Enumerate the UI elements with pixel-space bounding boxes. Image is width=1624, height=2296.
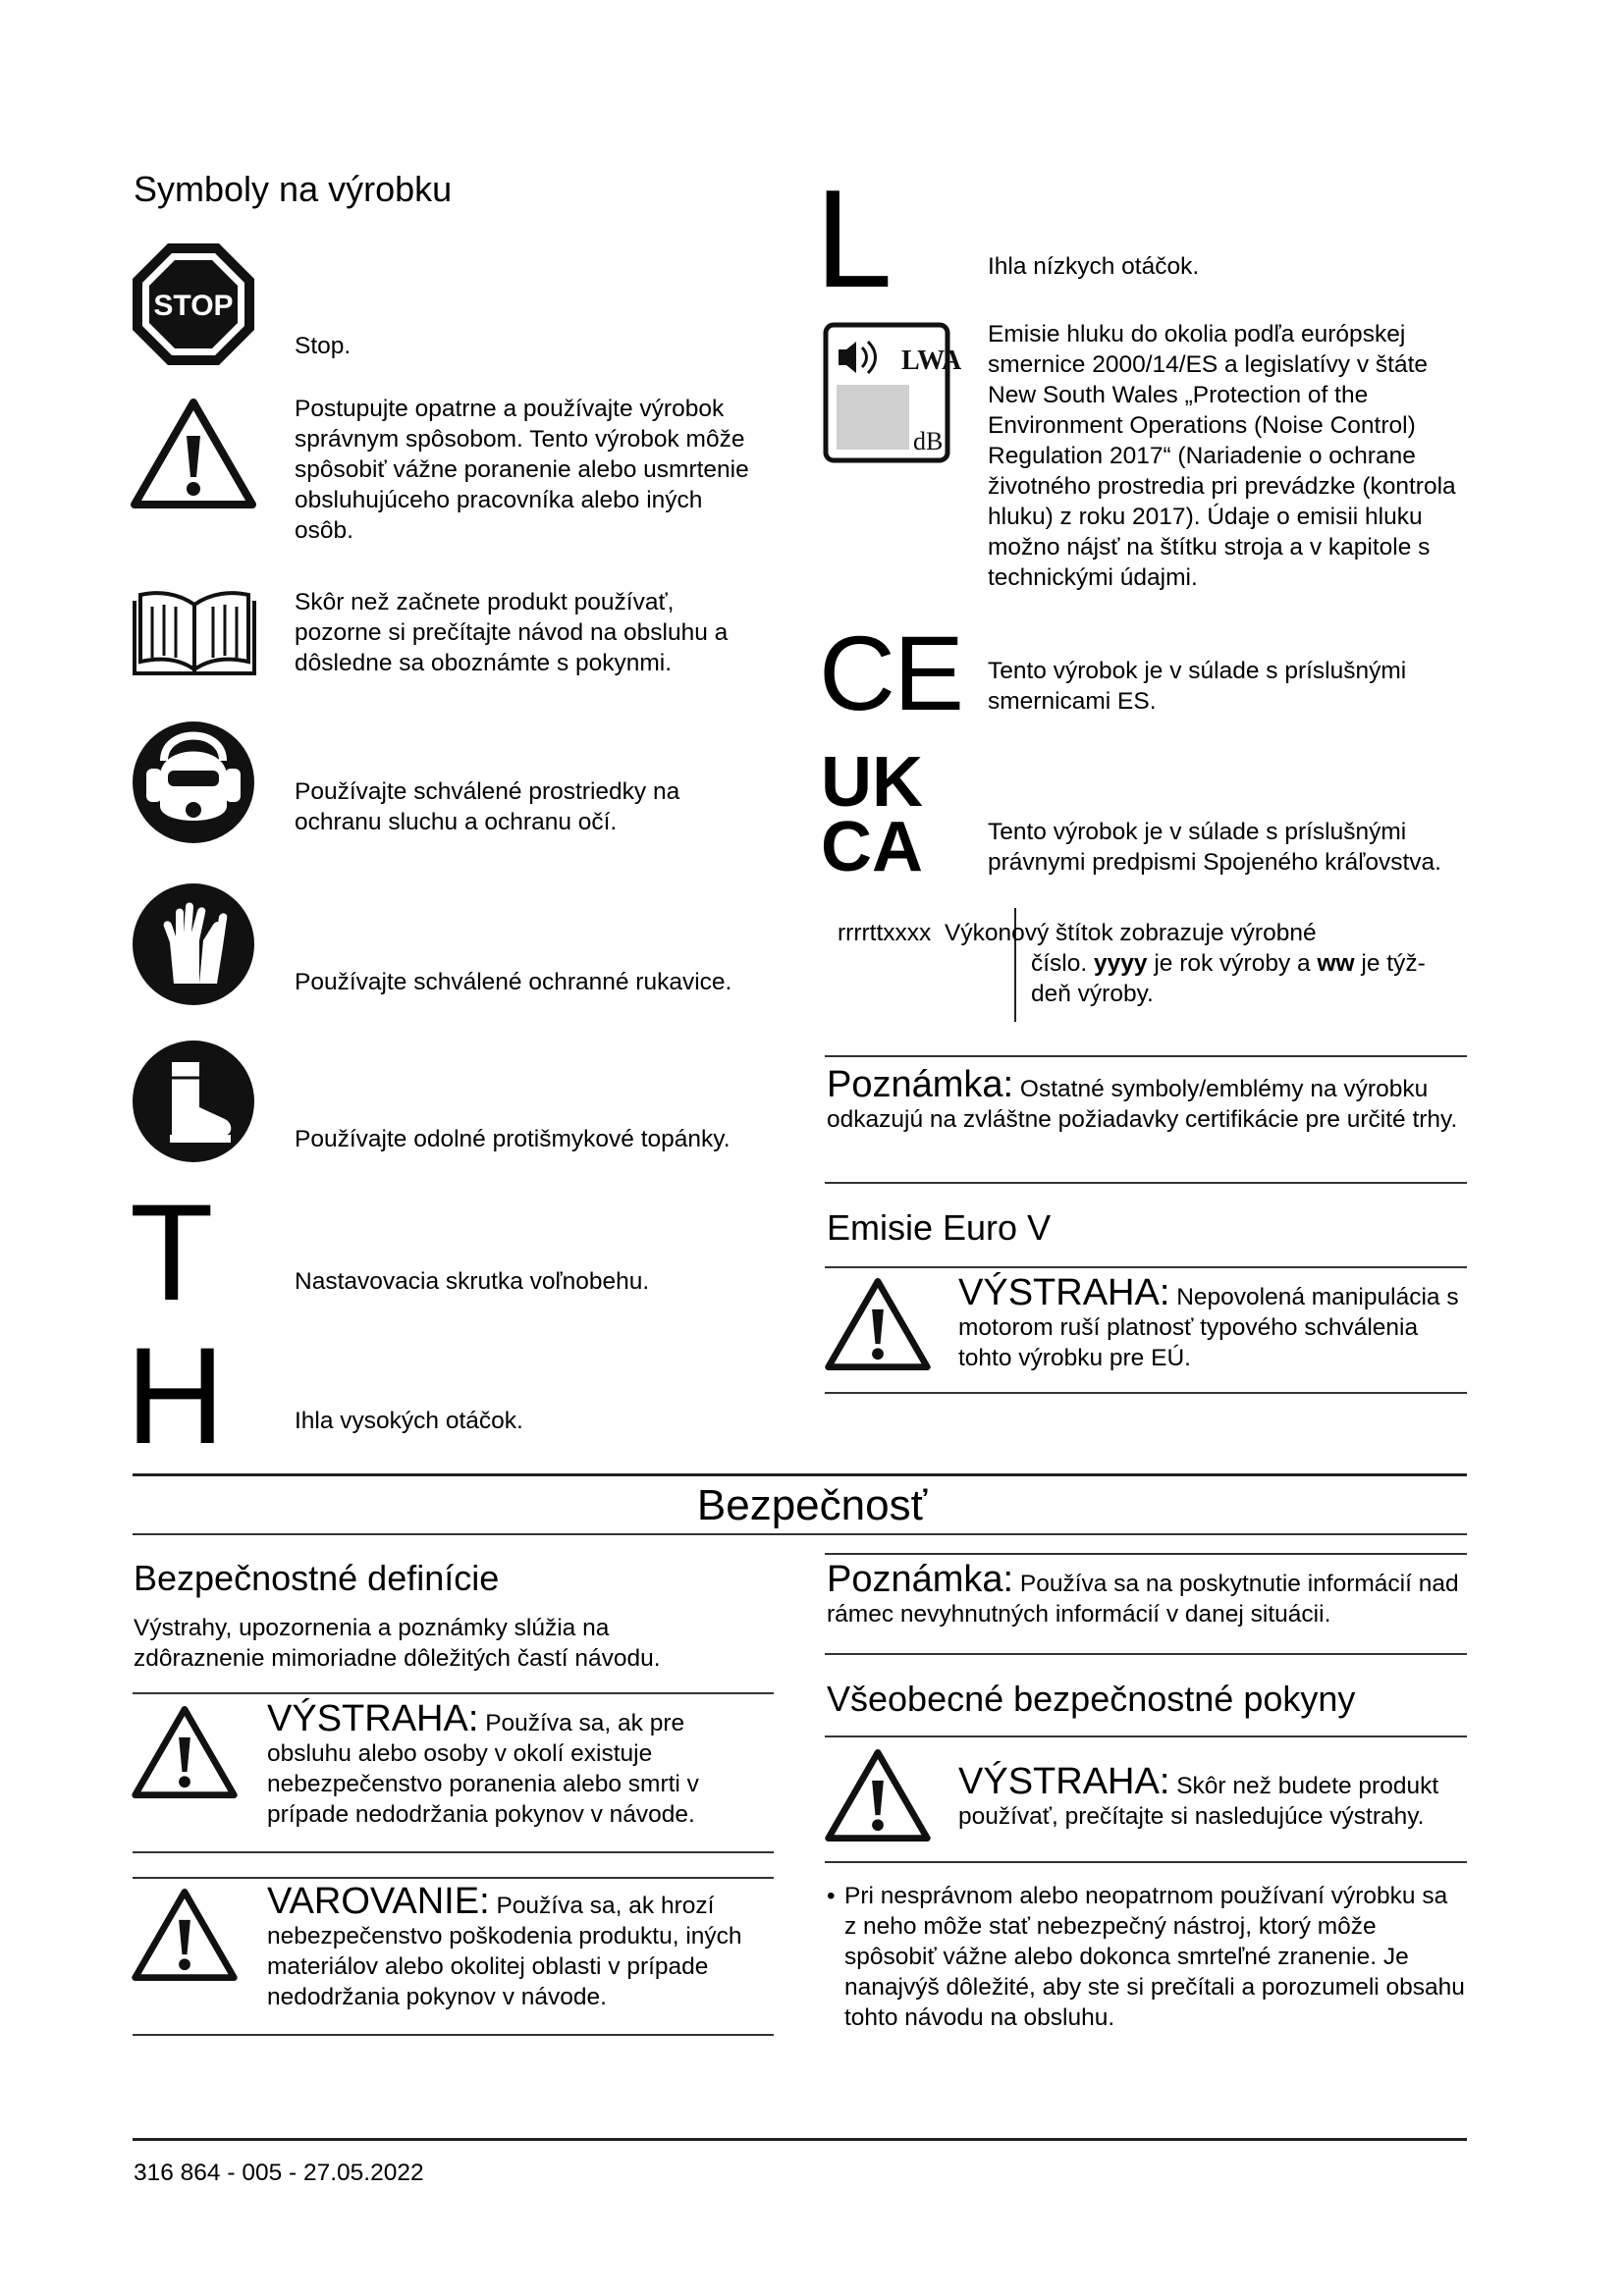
ce-text: Tento výrobok je v súlade s príslušnými smernicami ES. [988, 658, 1407, 715]
noise-lwa-label: LWA [901, 346, 962, 376]
euro-warning [958, 1272, 1469, 1373]
note1-top-rule [825, 1055, 1467, 1057]
ukca-mark-icon [821, 743, 923, 886]
serial-code: rrrrttxxxx [838, 920, 932, 946]
euro-warning-triangle-icon [825, 1278, 931, 1370]
ce-mark-icon: CE [819, 614, 963, 732]
caution-def-text: Používa sa, ak hrozí nebezpečenstvo poškodenia produktu, iných materiálov alebo okolitej oblasti v prípade nedodržania pokynov v návode. [267, 1893, 742, 2010]
h-letter-icon: H [126, 1318, 226, 1472]
footer-rule [133, 2138, 1467, 2141]
symbols-heading: Symboly na výrobku [134, 169, 453, 209]
euro-heading: Emisie Euro V [827, 1207, 1052, 1248]
warning-triangle-icon [131, 399, 256, 508]
h-text: Ihla vysokých otáčok. [295, 1408, 523, 1434]
warning-symbol-text: Postupujte opatrne a používajte výrobok správnym spôsobom. Tento výrobok môže spôsobiť vážne poranenie alebo usmrtenie obsluhujúceho pracovníka alebo iných osôb. [295, 396, 749, 544]
serial-text-5: deň výroby. [1031, 981, 1154, 1007]
serial-yyyy: yyyy [1094, 950, 1148, 977]
euro-bottom-rule [825, 1392, 1467, 1394]
footer-doc-id: 316 864 - 005 - 27.05.2022 [134, 2160, 424, 2186]
t-text: Nastavovacia skrutka voľnobehu. [295, 1268, 650, 1295]
caution-def-triangle-icon [132, 1889, 238, 1981]
euro-top-rule [825, 1266, 1467, 1268]
note1-text: Ostatné symboly/emblémy na výrobku odkazujú na zvláštne požiadavky certifikácie pre určité trhy. [827, 1076, 1458, 1133]
stop-sign-label: STOP [153, 290, 234, 322]
hearing-eye-protection-icon [131, 720, 256, 845]
euro-warning-label: VÝSTRAHA: [958, 1272, 1170, 1313]
caution-def-bottom-rule [133, 2034, 774, 2036]
safety-title-top-rule [133, 1473, 1467, 1476]
note2-label: Poznámka: [827, 1559, 1014, 1600]
general-warning-text: Skôr než budete produkt používať, prečítajte si nasledujúce výstrahy. [958, 1773, 1439, 1830]
bullet-text [844, 1881, 1465, 2033]
manual-book-icon [131, 589, 258, 679]
general-warning [958, 1761, 1469, 1832]
serial-text-1: Výkonový štítok zobrazuje výrobné [945, 920, 1317, 946]
stop-sign-icon [131, 241, 256, 367]
safety-title: Bezpečnosť [696, 1481, 928, 1529]
note1-bottom-rule [825, 1182, 1467, 1184]
general-warning-label: VÝSTRAHA: [958, 1761, 1170, 1802]
noise-text: Emisie hluku do okolia podľa európskej smernice 2000/14/ES a legislatívy v štáte New South Wales „Protection of the Environment Operations (Noise Control) Regulation 2017“ (Nariadenie o ochrane životného prostredia pri prevádzke (kontrola hluku) z roku 2017). Údaje o emisii hluku možno nájsť na štítku stroja a v kapitole s technickými údajmi. [988, 321, 1456, 591]
hearing-eye-text: Používajte schválené prostriedky na ochranu sluchu a ochranu očí. [295, 778, 680, 835]
noise-lwa-icon [823, 322, 962, 463]
note1 [827, 1064, 1465, 1135]
euro-warning-text: Nepovolená manipulácia s motorom ruší platnosť typového schválenia tohto výrobku pre EÚ. [958, 1284, 1459, 1371]
bullet-mark: • [827, 1883, 836, 1909]
bullet-text-content: Pri nesprávnom alebo neopatrnom používaní výrobku sa z neho môže stať nebezpečný nástroj, ktorý môže spôsobiť vážne alebo dokonca smrteľné zranenie. Je nanajvýš dôležité, aby ste si prečítali a porozumeli obsahu tohto návodu na obsluhu. [844, 1883, 1465, 2031]
warning-def-triangle-icon [132, 1706, 238, 1798]
warning-def-text: Používa sa, ak pre obsluhu alebo osoby v okolí existuje nebezpečenstvo poranenia alebo smrti v prípade nedodržania pokynov v návode. [267, 1710, 699, 1828]
serial-text-3: je rok výroby a [1154, 950, 1311, 977]
caution-def-label: VAROVANIE: [267, 1881, 490, 1922]
general-top-rule [825, 1735, 1467, 1737]
t-letter-icon: T [130, 1175, 214, 1329]
l-letter-icon: L [815, 161, 893, 317]
definitions-intro: Výstrahy, upozornenia a poznámky slúžia na zdôraznenie mimoriadne dôležitých častí návodu. [134, 1615, 661, 1672]
note2-text: Používa sa na poskytnutie informácií nad rámec nevyhnutných informácií v danej situácii. [827, 1571, 1459, 1628]
ukca-mark-bottom: CA [821, 808, 923, 886]
serial-text-2: číslo. [1031, 950, 1088, 977]
gloves-icon [131, 881, 256, 1007]
warning-def-bottom-rule [133, 1851, 774, 1853]
serial-ww: ww [1317, 950, 1355, 977]
gloves-text: Používajte schválené ochranné rukavice. [295, 969, 732, 995]
general-heading: Všeobecné bezpečnostné pokyny [827, 1679, 1356, 1719]
serial-text-block [1031, 948, 1492, 1009]
noise-db-label: dB [913, 427, 944, 455]
note2 [827, 1559, 1465, 1629]
caution-def [267, 1881, 778, 2012]
definitions-heading: Bezpečnostné definície [134, 1558, 500, 1598]
ukca-mark-top: UK [821, 743, 923, 822]
ukca-text: Tento výrobok je v súlade s príslušnými právnymi predpismi Spojeného kráľovstva. [988, 819, 1441, 876]
manual-symbol-text: Skôr než začnete produkt používať, pozorne si prečítajte návod na obsluhu a dôsledne sa oboznámte s pokynmi. [295, 589, 729, 676]
warning-def-top-rule [133, 1692, 774, 1694]
note2-bottom-rule [825, 1653, 1467, 1655]
warning-def [267, 1698, 758, 1830]
serial-text-4: je týž- [1361, 950, 1426, 977]
general-bottom-rule [825, 1861, 1467, 1863]
stop-text: Stop. [295, 333, 352, 359]
l-text: Ihla nízkych otáčok. [988, 253, 1200, 280]
note2-top-rule [825, 1553, 1467, 1555]
warning-def-label: VÝSTRAHA: [267, 1698, 479, 1739]
boots-icon [131, 1039, 256, 1164]
caution-def-top-rule [133, 1877, 774, 1879]
safety-title-bottom-rule [133, 1533, 1467, 1535]
general-warning-triangle-icon [825, 1749, 931, 1842]
note1-label: Poznámka: [827, 1064, 1014, 1105]
serial-text [945, 918, 1357, 948]
boots-text: Používajte odolné protišmykové topánky. [295, 1126, 731, 1152]
bullet-item [827, 1881, 1465, 2033]
